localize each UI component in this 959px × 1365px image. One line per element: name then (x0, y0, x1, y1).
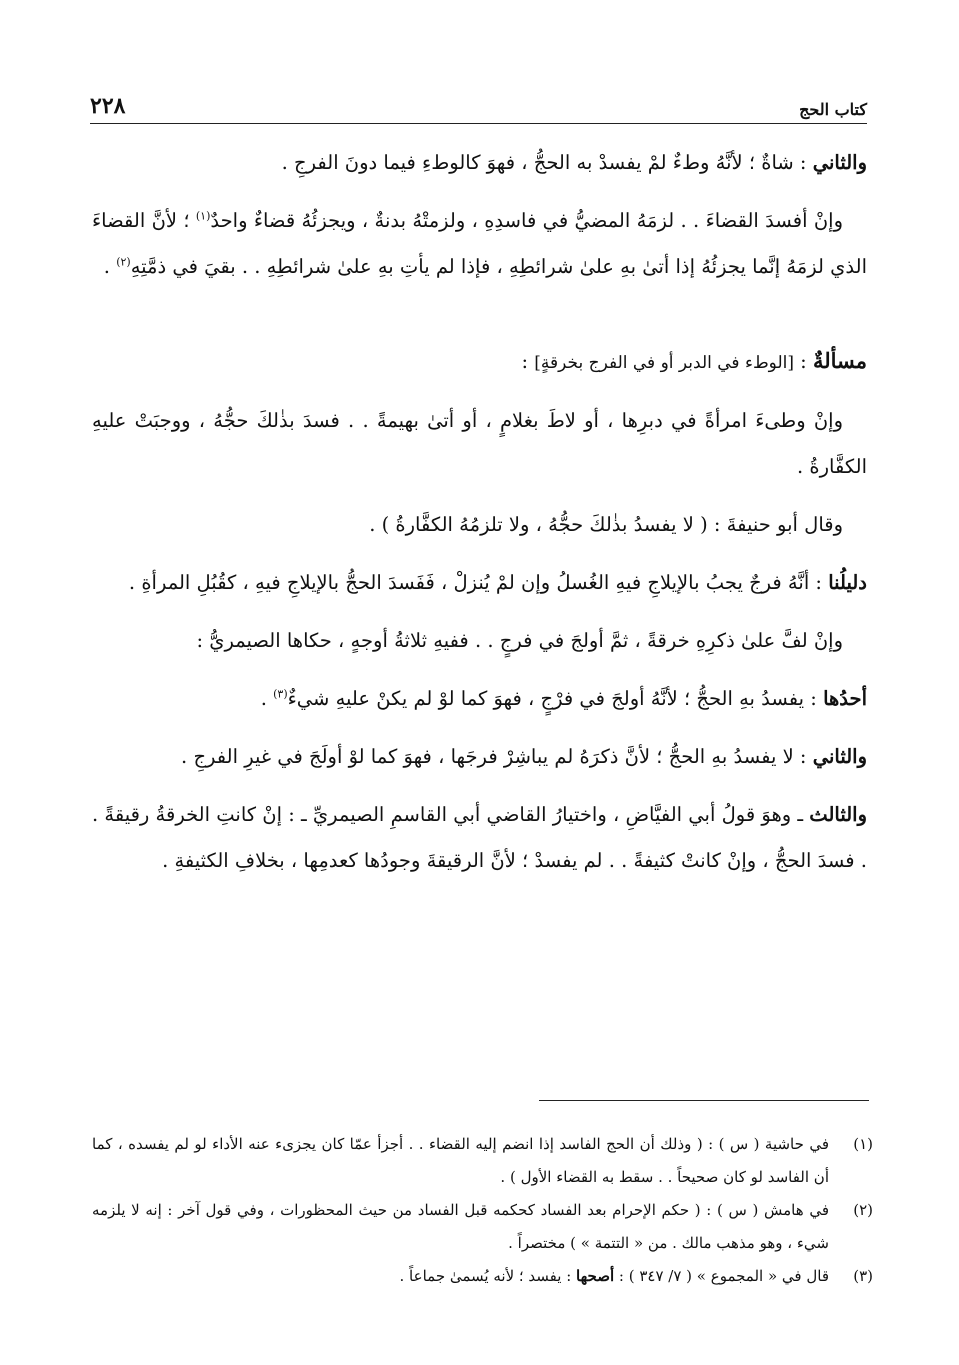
paragraph-text: : شاةٌ ؛ لأنَّهُ وطءٌ لمْ يفسدْ به الحجُّ ، فهوَ كالوطءِ فيما دونَ الفرجِ . (281, 151, 813, 174)
paragraph-text: . (260, 687, 274, 710)
paragraph-text: . (103, 255, 117, 278)
section-gap (92, 302, 867, 338)
section-colon: : (793, 350, 813, 373)
running-title: كتاب الحج (799, 100, 867, 119)
paragraph-text: : يفسدُ بهِ الحجُّ ؛ لأنَّهُ أولجَ في فرْجٍ ، فهوَ كما لوْ لم يكنْ عليهِ شيءٌ (287, 687, 824, 710)
footnote-ref[interactable]: (١) (195, 209, 211, 223)
section-topic: [الوطء في الدبر أو في الفرج بخرقةٍ] (534, 353, 794, 373)
footnote-ref[interactable]: (٢) (116, 255, 131, 269)
footnote-text (92, 1260, 829, 1293)
footnote-ref[interactable]: (٣) (273, 687, 288, 701)
paragraph (92, 140, 867, 186)
footnote-bold-term: أصحها (576, 1267, 615, 1285)
footnote-text: في حاشية ( س ) : ( وذلك أن الحج الفاسد إذا انضم إليه القضاء . . أجزأ عمّا كان يجزىء عنه الأداء لو لم يفسده ، كما أن الفاسد لو كان صحيحاً . . سقط به القضاء الأول ) . (92, 1135, 829, 1186)
section-heading (92, 338, 867, 386)
section-title: مسألةٌ (812, 348, 867, 373)
footnote-text-part: : يفسد ؛ لأنه يُسمىٰ جماعاً . (399, 1267, 577, 1285)
paragraph-lead: دليلُنا (828, 571, 867, 594)
section-colon-end: : (521, 350, 535, 373)
paragraph-lead: والثاني (812, 745, 867, 768)
footnote (92, 1194, 873, 1260)
paragraph (92, 618, 867, 664)
paragraph (92, 398, 867, 490)
footnote (92, 1128, 873, 1194)
footnote-text: في هامش ( س ) : ( حكم الإحرام بعد الفساد كحكمه قبل الفساد من حيث المحظورات ، وفي قول آخر : إنه لا يلزمه شيء ، وهو مذهب مالك . من « التتمة » ) مختصراً . (92, 1201, 829, 1252)
paragraph-text: ؛ لأنَّ القضاءَ الذي لزمَهُ إنَّما يجزئُهُ إذا أتىٰ بهِ علىٰ شرائطِهِ ، فإذا لم يأتِ بهِ علىٰ شرائطِهِ . . بقيَ في ذمَّتِهِ (92, 209, 867, 278)
paragraph-text: وإنْ أفسدَ القضاءَ . . لزمَهُ المضيُّ في فاسدِهِ ، ولزمتْهُ بدنةٌ ، ويجزئُهُ قضاءٌ واحدٌ (210, 209, 843, 232)
paragraph-lead: والثالث (809, 803, 867, 826)
footnote-divider (539, 1100, 869, 1101)
paragraph-text: ـ وهوَ قولُ أبي الفيَّاضِ ، واختيارُ القاضي أبي القاسمِ الصيمريِّ ـ : إنْ كانتِ الخرقةُ رقيقةً . . فسدَ الحجُّ ، وإنْ كانتْ كثيفةً . . لم يفسدْ ؛ لأنَّ الرقيقةَ وجودُها كعدمِها ، بخلافِ الكثيفةِ . (92, 803, 867, 872)
paragraph-text: : لا يفسدُ بهِ الحجُّ ؛ لأنَّ ذكرَهُ لم يباشِرْ فرجَها ، فهوَ كما لوْ أولَجَ في غيرِ الفرجِ . (181, 745, 813, 768)
footnote (92, 1260, 873, 1293)
page-header (90, 84, 867, 124)
footnote-number: (٣) (853, 1267, 873, 1285)
paragraph (92, 198, 867, 290)
footnote-text-part: قال في « المجموع » ( ٧/ ٣٤٧ ) : (614, 1267, 829, 1285)
footnote-number: (٢) (853, 1201, 873, 1219)
paragraph-text: وقال أبو حنيفةَ : ( لا يفسدُ بذٰلكَ حجُّهُ ، ولا تلزمُهُ الكفَّارةُ ) . (369, 513, 843, 536)
paragraph (92, 734, 867, 780)
footnotes (92, 1128, 873, 1293)
paragraph (92, 792, 867, 884)
page-number: ٢٢٨ (90, 93, 126, 119)
paragraph-text: : أنَّهُ فرجٌ يجبُ بالإيلاجِ فيهِ الغُسلُ وإن لمْ يُنزلْ ، فَفَسدَ الحجُّ بالإيلاجِ فيهِ ، كقُبُلِ المرأةِ . (128, 571, 829, 594)
paragraph (92, 676, 867, 722)
paragraph-text: وإنْ لفَّ علىٰ ذكرِهِ خرقةً ، ثمَّ أولجَ في فرجٍ . . ففيهِ ثلاثةُ أوجهٍ ، حكاها الصيمريُّ : (196, 629, 843, 652)
footnote-number: (١) (853, 1135, 873, 1153)
paragraph-lead: أحدُها (823, 687, 867, 710)
paragraph-text: وإنْ وطىءَ امرأةً في دبرِها ، أو لاطَ بغلامٍ ، أو أتىٰ بهيمةً . . فسدَ بذٰلكَ حجُّهُ ، ووجبَتْ عليهِ الكفَّارةُ . (92, 409, 867, 478)
paragraph (92, 560, 867, 606)
main-text (92, 140, 867, 896)
paragraph-lead: والثاني (812, 151, 867, 174)
paragraph (92, 502, 867, 548)
